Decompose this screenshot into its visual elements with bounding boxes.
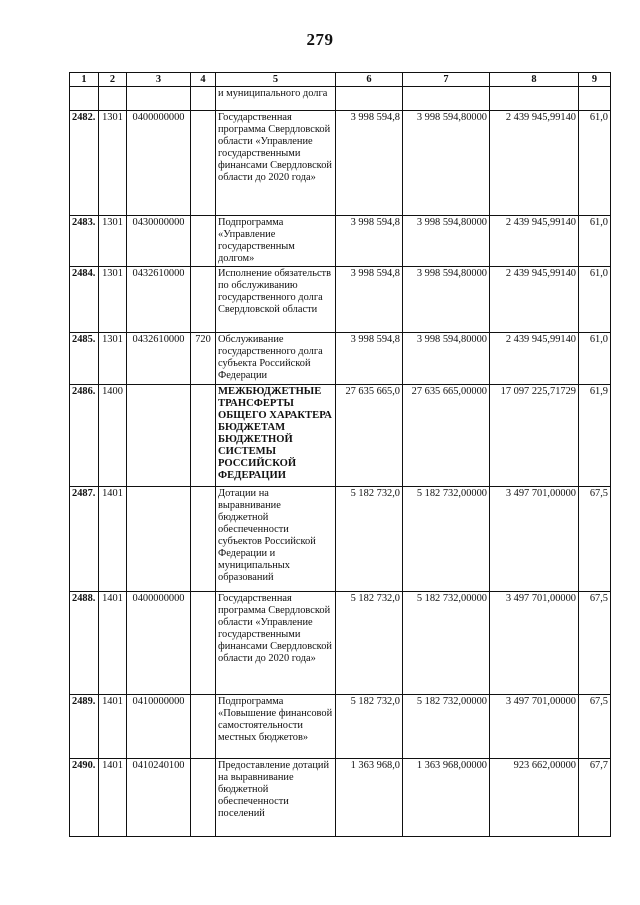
row-number: 2484.: [70, 267, 99, 333]
target-code: 0410000000: [127, 695, 191, 759]
revised-amount: 5 182 732,00000: [403, 592, 490, 695]
header-col-4: 4: [191, 73, 216, 87]
section-code: 1301: [99, 111, 127, 216]
table-row: [70, 385, 611, 487]
item-name: и муниципального долга: [216, 87, 336, 111]
executed-amount: 2 439 945,99140: [490, 333, 579, 385]
section-code: 1401: [99, 759, 127, 837]
approved-amount: 5 182 732,0: [336, 592, 403, 695]
header-col-9: 9: [579, 73, 611, 87]
execution-percent: 67,5: [579, 487, 611, 592]
execution-percent: 61,0: [579, 333, 611, 385]
table-row: [70, 592, 611, 695]
target-code: [127, 87, 191, 111]
executed-amount: 2 439 945,99140: [490, 216, 579, 267]
section-code: 1301: [99, 216, 127, 267]
approved-amount: 3 998 594,8: [336, 111, 403, 216]
approved-amount: 3 998 594,8: [336, 333, 403, 385]
execution-percent: 67,5: [579, 695, 611, 759]
approved-amount: 5 182 732,0: [336, 695, 403, 759]
table-row: [70, 695, 611, 759]
expense-type-code: 720: [191, 333, 216, 385]
revised-amount: 3 998 594,80000: [403, 267, 490, 333]
row-number: 2482.: [70, 111, 99, 216]
item-name: Исполнение обязательств по обслуживанию государственного долга Свердловской области: [216, 267, 336, 333]
revised-amount: 3 998 594,80000: [403, 216, 490, 267]
section-code: 1401: [99, 695, 127, 759]
target-code: 0400000000: [127, 592, 191, 695]
table-row: [70, 87, 611, 111]
row-number: [70, 87, 99, 111]
expense-type-code: [191, 592, 216, 695]
executed-amount: 3 497 701,00000: [490, 695, 579, 759]
expense-type-code: [191, 216, 216, 267]
header-col-5: 5: [216, 73, 336, 87]
execution-percent: 67,5: [579, 592, 611, 695]
revised-amount: 3 998 594,80000: [403, 111, 490, 216]
expense-type-code: [191, 385, 216, 487]
item-name: Дотации на выравнивание бюджетной обеспеченности субъектов Российской Федерации и муниципальных образований: [216, 487, 336, 592]
expense-type-code: [191, 695, 216, 759]
revised-amount: 3 998 594,80000: [403, 333, 490, 385]
target-code: [127, 487, 191, 592]
executed-amount: 2 439 945,99140: [490, 111, 579, 216]
item-name: Подпрограмма «Управление государственным долгом»: [216, 216, 336, 267]
section-code: 1400: [99, 385, 127, 487]
target-code: 0410240100: [127, 759, 191, 837]
executed-amount: 3 497 701,00000: [490, 592, 579, 695]
expense-type-code: [191, 487, 216, 592]
table-row: [70, 759, 611, 837]
target-code: 0400000000: [127, 111, 191, 216]
budget-table: [69, 72, 611, 837]
item-name: Обслуживание государственного долга субъекта Российской Федерации: [216, 333, 336, 385]
table-row: [70, 216, 611, 267]
approved-amount: 3 998 594,8: [336, 267, 403, 333]
item-name: Предоставление дотаций на выравнивание бюджетной обеспеченности поселений: [216, 759, 336, 837]
approved-amount: [336, 87, 403, 111]
revised-amount: 5 182 732,00000: [403, 487, 490, 592]
expense-type-code: [191, 759, 216, 837]
row-number: 2488.: [70, 592, 99, 695]
executed-amount: [490, 87, 579, 111]
table-row: [70, 333, 611, 385]
revised-amount: 5 182 732,00000: [403, 695, 490, 759]
page-number: 279: [306, 30, 334, 49]
header-col-7: 7: [403, 73, 490, 87]
table-body: [70, 87, 611, 837]
table-row: [70, 111, 611, 216]
table-header-row: [70, 73, 611, 87]
header-col-3: 3: [127, 73, 191, 87]
item-name: МЕЖБЮДЖЕТНЫЕ ТРАНСФЕРТЫ ОБЩЕГО ХАРАКТЕРА БЮДЖЕТАМ БЮДЖЕТНОЙ СИСТЕМЫ РОССИЙСКОЙ ФЕДЕРАЦИИ: [216, 385, 336, 487]
execution-percent: 67,7: [579, 759, 611, 837]
target-code: 0432610000: [127, 267, 191, 333]
row-number: 2489.: [70, 695, 99, 759]
header-col-6: 6: [336, 73, 403, 87]
approved-amount: 1 363 968,0: [336, 759, 403, 837]
section-code: 1301: [99, 333, 127, 385]
target-code: [127, 385, 191, 487]
execution-percent: [579, 87, 611, 111]
row-number: 2485.: [70, 333, 99, 385]
revised-amount: [403, 87, 490, 111]
target-code: 0430000000: [127, 216, 191, 267]
execution-percent: 61,0: [579, 216, 611, 267]
row-number: 2487.: [70, 487, 99, 592]
item-name: Государственная программа Свердловской области «Управление государственными финансами Свердловской области до 2020 года»: [216, 592, 336, 695]
header-col-1: 1: [70, 73, 99, 87]
row-number: 2490.: [70, 759, 99, 837]
item-name: Подпрограмма «Повышение финансовой самостоятельности местных бюджетов»: [216, 695, 336, 759]
table-row: [70, 267, 611, 333]
expense-type-code: [191, 111, 216, 216]
executed-amount: 2 439 945,99140: [490, 267, 579, 333]
section-code: [99, 87, 127, 111]
item-name: Государственная программа Свердловской области «Управление государственными финансами Свердловской области до 2020 года»: [216, 111, 336, 216]
target-code: 0432610000: [127, 333, 191, 385]
execution-percent: 61,0: [579, 267, 611, 333]
expense-type-code: [191, 87, 216, 111]
section-code: 1401: [99, 487, 127, 592]
execution-percent: 61,0: [579, 111, 611, 216]
section-code: 1401: [99, 592, 127, 695]
executed-amount: 17 097 225,71729: [490, 385, 579, 487]
expense-type-code: [191, 267, 216, 333]
approved-amount: 5 182 732,0: [336, 487, 403, 592]
row-number: 2483.: [70, 216, 99, 267]
row-number: 2486.: [70, 385, 99, 487]
execution-percent: 61,9: [579, 385, 611, 487]
header-col-2: 2: [99, 73, 127, 87]
approved-amount: 3 998 594,8: [336, 216, 403, 267]
revised-amount: 1 363 968,00000: [403, 759, 490, 837]
executed-amount: 3 497 701,00000: [490, 487, 579, 592]
header-col-8: 8: [490, 73, 579, 87]
revised-amount: 27 635 665,00000: [403, 385, 490, 487]
section-code: 1301: [99, 267, 127, 333]
approved-amount: 27 635 665,0: [336, 385, 403, 487]
table-row: [70, 487, 611, 592]
executed-amount: 923 662,00000: [490, 759, 579, 837]
